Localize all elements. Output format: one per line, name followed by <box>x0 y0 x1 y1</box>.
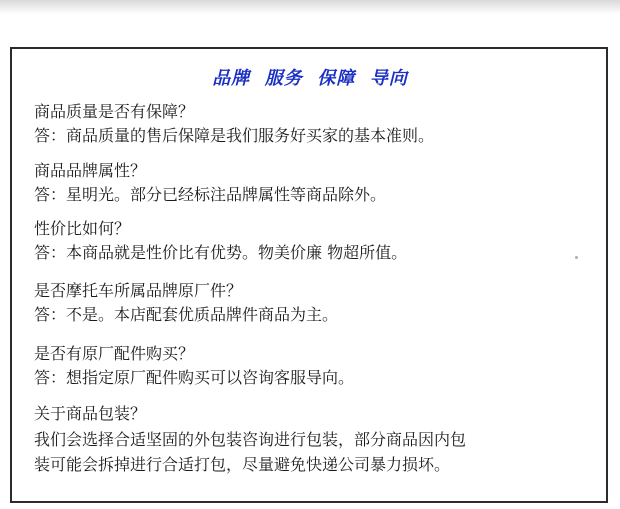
faq-question: 是否摩托车所属品牌原厂件？ <box>34 281 243 300</box>
faq-question: 是否有原厂配件购买？ <box>34 344 195 363</box>
faq-question: 商品品牌属性？ <box>34 161 147 180</box>
faq-question: 商品质量是否有保障？ <box>34 102 195 121</box>
decorative-dot <box>575 256 578 259</box>
panel-title: 品牌 服务 保障 导向 <box>212 68 408 89</box>
faq-question: 性价比如何？ <box>34 219 131 238</box>
faq-answer: 答：想指定原厂配件购买可以咨询客服导向。 <box>34 368 355 387</box>
top-shadow-strip <box>0 0 620 14</box>
faq-answer-line-1: 我们会选择合适坚固的外包装咨询进行包装，部分商品因内包 <box>34 430 467 449</box>
faq-question: 关于商品包装？ <box>34 404 147 423</box>
faq-answer: 答：不是。本店配套优质品牌件商品为主。 <box>34 305 339 324</box>
faq-answer: 答：星明光。部分已经标注品牌属性等商品除外。 <box>34 185 387 204</box>
faq-answer-line-2: 装可能会拆掉进行合适打包，尽量避免快递公司暴力损坏。 <box>34 455 451 474</box>
faq-answer: 答：商品质量的售后保障是我们服务好买家的基本准则。 <box>34 126 435 145</box>
faq-answer: 答：本商品就是性价比有优势。物美价廉 物超所值。 <box>34 243 408 262</box>
